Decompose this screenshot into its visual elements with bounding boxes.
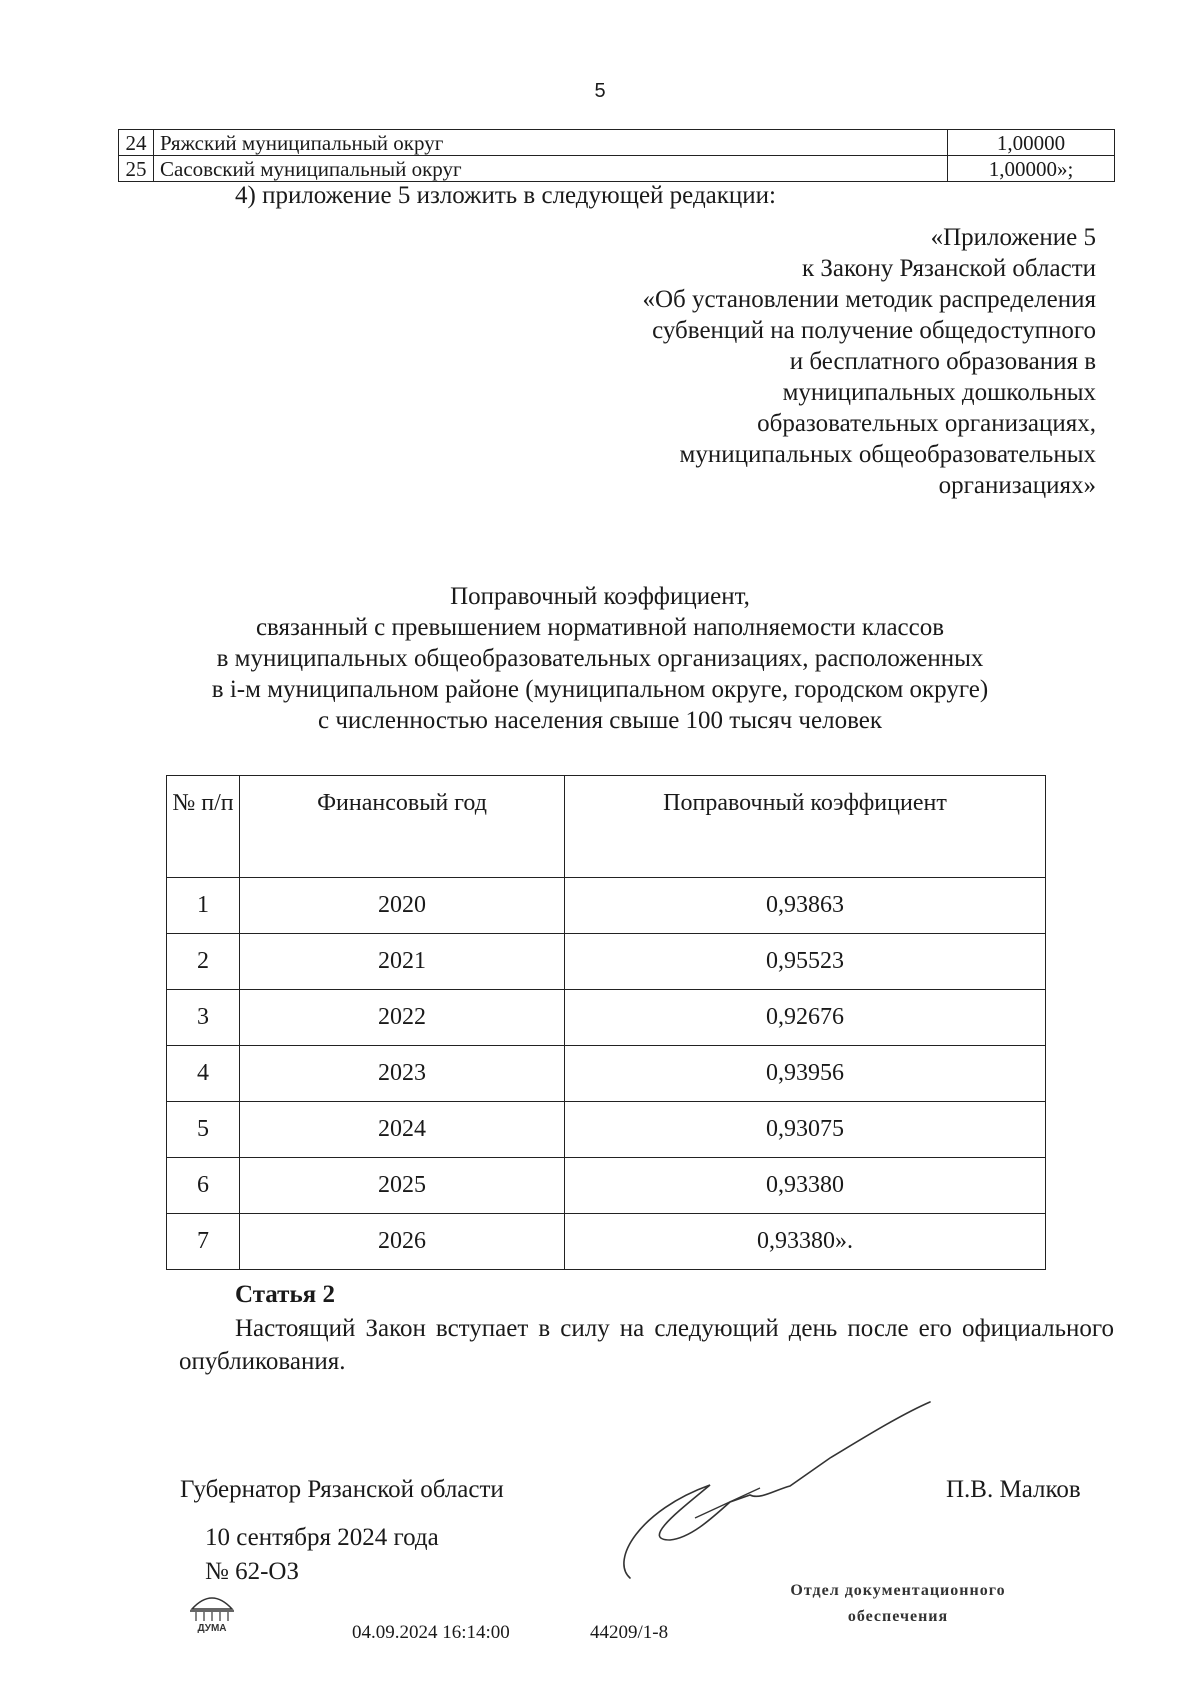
appendix-line: и бесплатного образования в — [789, 348, 1096, 375]
coefficient-table — [166, 775, 1046, 1270]
cell-year: 2025 — [240, 1158, 565, 1214]
district-name: Сасовский муниципальный округ — [154, 156, 948, 182]
cell-number: 4 — [167, 1046, 240, 1102]
page-number: 5 — [594, 80, 606, 102]
cell-coefficient: 0,95523 — [565, 934, 1046, 990]
cell-year: 2023 — [240, 1046, 565, 1102]
department-stamp — [748, 1578, 1048, 1630]
registration-number: 44209/1-8 — [590, 1622, 669, 1643]
cell-number: 3 — [167, 990, 240, 1046]
table-row — [119, 156, 1115, 182]
table-row — [167, 1214, 1046, 1270]
district-name: Ряжский муниципальный округ — [154, 130, 948, 156]
cell-number: 2 — [167, 934, 240, 990]
cell-year: 2020 — [240, 878, 565, 934]
stamp-line: обеспечения — [847, 1608, 949, 1625]
table-row — [167, 878, 1046, 934]
cell-year: 2024 — [240, 1102, 565, 1158]
instruction-text: 4) приложение 5 изложить в следующей редакции: — [235, 182, 776, 209]
cell-number: 1 — [167, 878, 240, 934]
cell-coefficient: 0,93863 — [565, 878, 1046, 934]
cell-number: 7 — [167, 1214, 240, 1270]
law-number: № 62-ОЗ — [205, 1558, 300, 1585]
table-row — [119, 130, 1115, 156]
appendix-line: «Приложение 5 — [930, 224, 1096, 251]
table-title — [150, 581, 1050, 736]
table-header-row — [167, 776, 1046, 878]
logo-text: ДУМА — [197, 1623, 227, 1633]
appendix-line: «Об установлении методик распределения — [642, 286, 1096, 313]
signing-date: 10 сентября 2024 года — [205, 1524, 439, 1551]
appendix-line: муниципальных общеобразовательных — [679, 441, 1096, 468]
table-row — [167, 1102, 1046, 1158]
appendix-line: к Закону Рязанской области — [802, 255, 1096, 282]
appendix-line: организациях» — [938, 472, 1096, 499]
coefficient-value: 1,00000 — [948, 130, 1115, 156]
table-row — [167, 990, 1046, 1046]
header-number: № п/п — [167, 776, 240, 878]
cell-coefficient: 0,93075 — [565, 1102, 1046, 1158]
duma-building-icon — [184, 1585, 240, 1633]
appendix-heading — [520, 222, 1096, 501]
row-number: 24 — [119, 130, 154, 156]
cell-year: 2026 — [240, 1214, 565, 1270]
title-line: связанный с превышением нормативной наполняемости классов — [255, 614, 945, 641]
row-number: 25 — [119, 156, 154, 182]
continued-table — [118, 129, 1115, 182]
cell-coefficient: 0,93956 — [565, 1046, 1046, 1102]
cell-number: 5 — [167, 1102, 240, 1158]
table-row — [167, 1046, 1046, 1102]
stamp-line: Отдел документационного — [790, 1582, 1006, 1599]
cell-coefficient: 0,93380 — [565, 1158, 1046, 1214]
handwritten-signature — [600, 1390, 940, 1590]
article-title: Статья 2 — [235, 1281, 335, 1308]
cell-number: 6 — [167, 1158, 240, 1214]
header-year: Финансовый год — [240, 776, 565, 878]
title-line: в i-м муниципальном районе (муниципальном округе, городском округе) — [211, 676, 989, 703]
cell-coefficient: 0,92676 — [565, 990, 1046, 1046]
signatory-name: П.В. Малков — [946, 1476, 1081, 1503]
article-text: Настоящий Закон вступает в силу на следующий день после его официального опубликования. — [179, 1315, 1114, 1375]
document-timestamp: 04.09.2024 16:14:00 — [352, 1622, 510, 1643]
cell-year: 2022 — [240, 990, 565, 1046]
signatory-position: Губернатор Рязанской области — [180, 1476, 504, 1503]
cell-year: 2021 — [240, 934, 565, 990]
title-line: с численностью населения свыше 100 тысяч человек — [318, 707, 882, 734]
table-row — [167, 934, 1046, 990]
title-line: Поправочный коэффициент, — [450, 583, 750, 610]
appendix-line: образовательных организациях, — [757, 410, 1096, 437]
title-line: в муниципальных общеобразовательных организациях, расположенных — [216, 645, 984, 672]
appendix-line: субвенций на получение общедоступного — [652, 317, 1096, 344]
table-row — [167, 1158, 1046, 1214]
header-coefficient: Поправочный коэффициент — [565, 776, 1046, 878]
duma-logo — [184, 1585, 240, 1638]
appendix-line: муниципальных дошкольных — [782, 379, 1096, 406]
cell-coefficient: 0,93380». — [565, 1214, 1046, 1270]
coefficient-value: 1,00000»; — [948, 156, 1115, 182]
